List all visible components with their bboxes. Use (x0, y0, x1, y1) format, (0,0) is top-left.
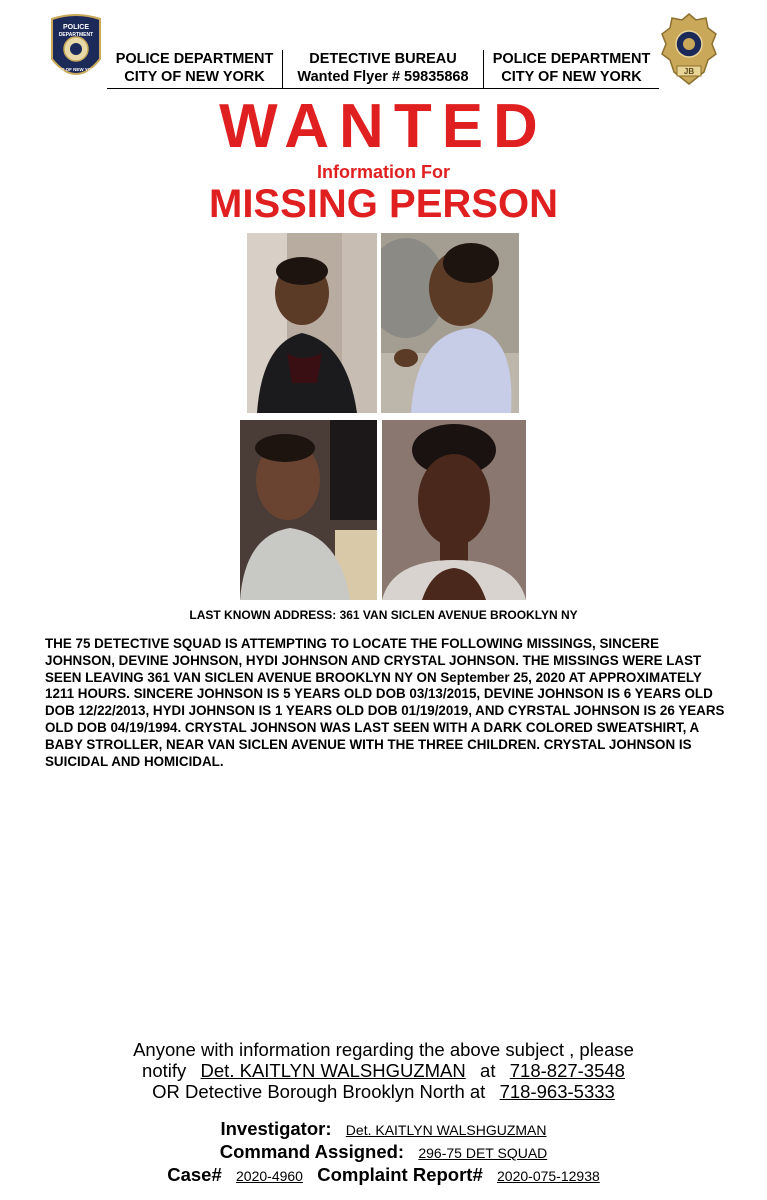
wanted-title: WANTED (219, 92, 548, 161)
flyer-number: Wanted Flyer # 59835868 (297, 69, 469, 85)
svg-text:POLICE: POLICE (62, 24, 90, 31)
case-narrative: THE 75 DETECTIVE SQUAD IS ATTEMPTING TO LOCATE THE FOLLOWING MISSINGS, SINCERE JOHNSON, DEVINE JOHNSON, HYDI JOHNSON AND CRYSTAL JOHNSON. THE MISSINGS WERE LAST SEEN LEAVING 361 VAN SICLEN AVENUE BROOKLYN NY ON September 25, 2020 AT APPROXIMATELY 1211 HOURS. SINCERE JOHNSON IS 5 YEARS OLD DOB 03/13/2015, DEVINE JOHNSON IS 6 YEARS OLD DOB 12/22/2013, HYDI JOHNSON IS 1 YEARS OLD DOB 01/19/2019, AND CYRSTAL JOHNSON IS 26 YEARS OLD DOB 04/19/1994. CRYSTAL JOHNSON WAS LAST SEEN WITH A DARK COLORED SWEATSHIRT, A BABY STROLLER, NEAR VAN SICLEN AVENUE WITH THE THREE CHILDREN. CRYSTAL JOHNSON IS SUICIDAL AND HOMICIDAL. (45, 636, 725, 769)
case-value: 2020-4960 (236, 1168, 303, 1184)
svg-text:DEPARTMENT: DEPARTMENT (58, 32, 94, 38)
detective-name-link: Det. KAITLYN WALSHGUZMAN (200, 1060, 466, 1081)
detective-badge-icon (660, 12, 718, 86)
header-right-line2: CITY OF NEW YORK (501, 69, 642, 85)
complaint-label: Complaint Report# (317, 1164, 483, 1185)
photo-child-2 (381, 233, 519, 413)
svg-text:CITY OF NEW YORK: CITY OF NEW YORK (54, 67, 98, 72)
contact-instructions (0, 1039, 767, 1102)
photo-adult-crystal (382, 420, 526, 600)
case-label: Case# (167, 1164, 222, 1185)
command-label: Command Assigned: (219, 1141, 405, 1162)
phone-1[interactable]: 718-827-3548 (509, 1060, 625, 1081)
borough-text: OR Detective Borough Brooklyn North at (152, 1081, 486, 1102)
header-right-line1: POLICE DEPARTMENT (492, 51, 651, 67)
contact-line3 (0, 1081, 767, 1102)
missing-person-title: MISSING PERSON (209, 182, 558, 226)
header-bar (107, 50, 659, 89)
command-value: 296-75 DET SQUAD (418, 1145, 548, 1161)
case-row (0, 1164, 767, 1186)
contact-line2 (0, 1060, 767, 1081)
investigator-label: Investigator: (220, 1118, 332, 1139)
investigator-value: Det. KAITLYN WALSHGUZMAN (345, 1122, 547, 1138)
header-left-line2: CITY OF NEW YORK (124, 69, 265, 85)
last-known-address: LAST KNOWN ADDRESS: 361 VAN SICLEN AVENUE BROOKLYN NY (189, 608, 578, 622)
header-mid-line1: DETECTIVE BUREAU (309, 51, 457, 67)
svg-text:JB: JB (683, 67, 695, 76)
header-right (484, 50, 659, 88)
investigator-row (0, 1118, 767, 1140)
header-left-line1: POLICE DEPARTMENT (115, 51, 274, 67)
phone-2[interactable]: 718-963-5333 (499, 1081, 615, 1102)
complaint-value: 2020-075-12938 (497, 1168, 600, 1184)
command-row (0, 1141, 767, 1163)
photo-child-1 (247, 233, 377, 413)
nypd-patch-icon (48, 13, 104, 83)
photo-child-3 (240, 420, 377, 600)
info-for-subtitle: Information For (317, 162, 450, 182)
at-text: at (480, 1060, 496, 1081)
header-left (107, 50, 282, 88)
notify-text: notify (142, 1060, 187, 1081)
header-middle (282, 50, 484, 88)
contact-line1: Anyone with information regarding the above subject , please (133, 1039, 634, 1060)
